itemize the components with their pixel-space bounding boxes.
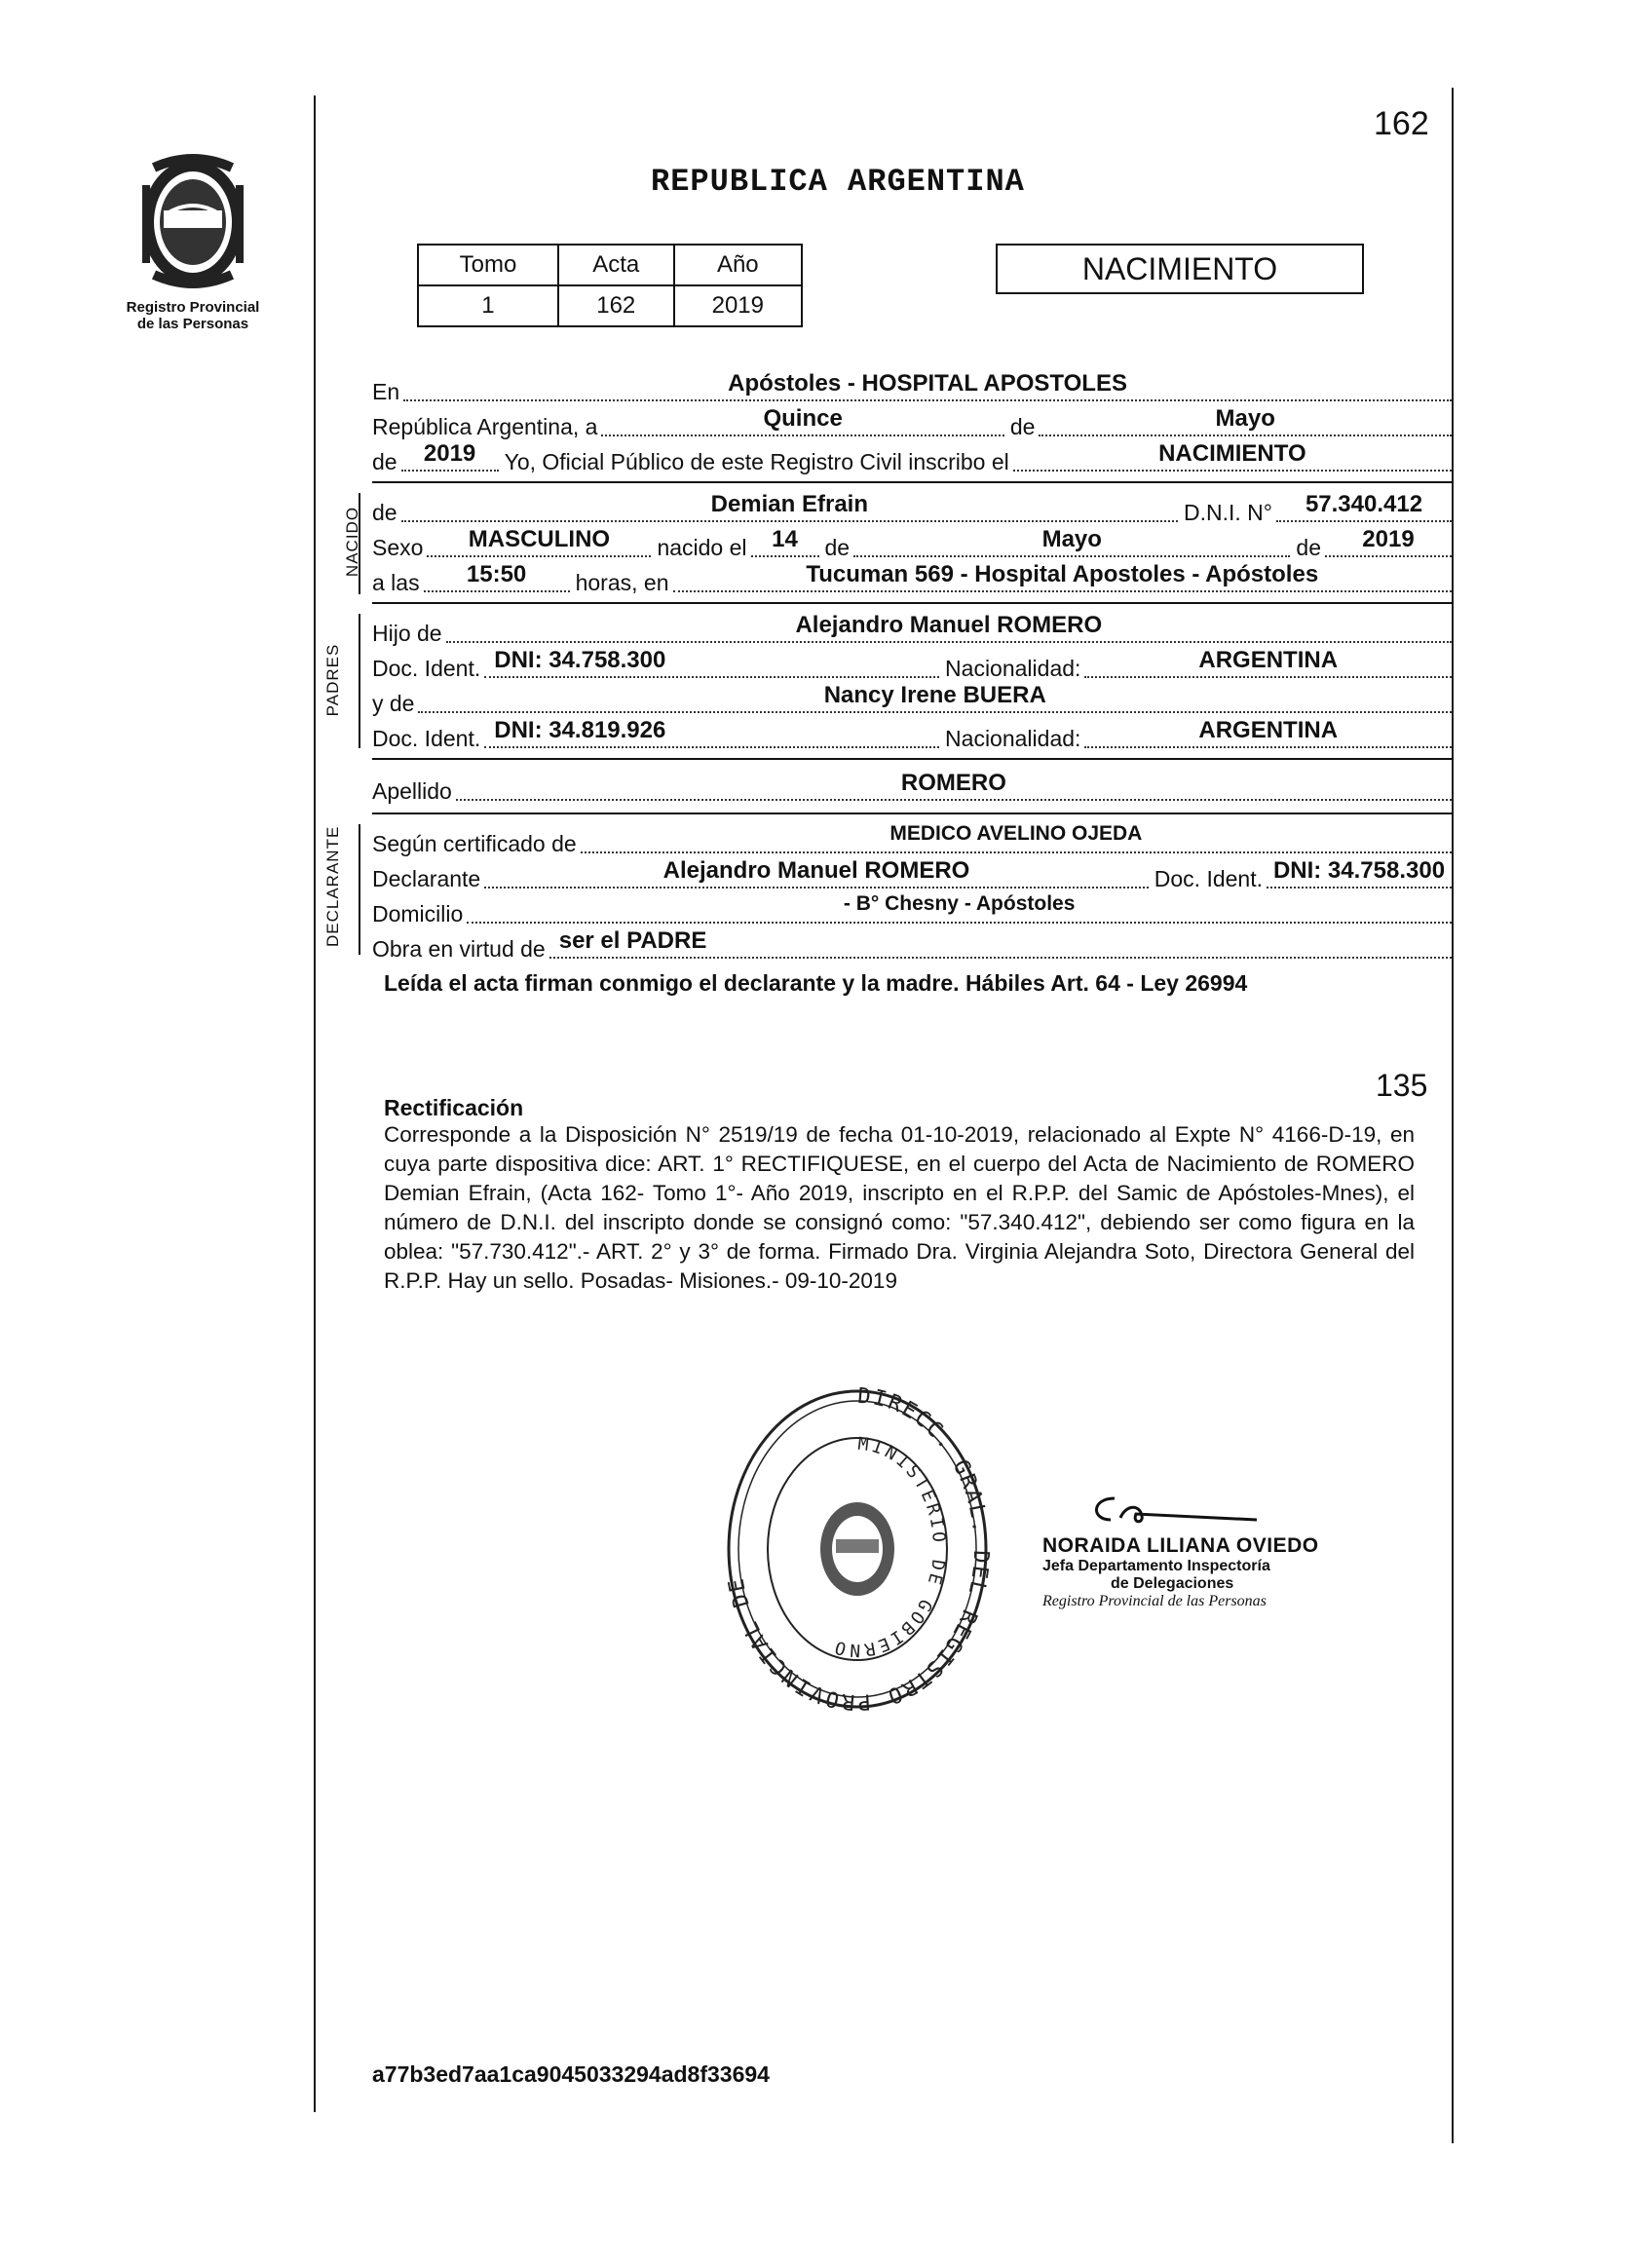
row-sexo: [372, 526, 1452, 561]
side-label-padres: PADRES: [323, 643, 342, 717]
label-domicilio: Domicilio: [372, 901, 464, 926]
label-de-anio: de: [372, 449, 397, 474]
label-madre-nac: Nacionalidad:: [945, 726, 1081, 751]
stamp-inner-text: MINISTERIO DE GOBIERNO: [829, 1433, 950, 1661]
rectificacion-heading: Rectificación: [384, 1095, 524, 1120]
row-en: [372, 370, 1452, 405]
signature-line2: de Delegaciones: [1111, 1575, 1234, 1592]
label-oficial: Yo, Oficial Público de este Registro Civil inscribo el: [504, 449, 1009, 474]
value-nacido-dia: 14: [772, 526, 798, 552]
row-padre-doc: [372, 647, 1452, 682]
value-dni: 57.340.412: [1305, 491, 1423, 517]
page-number: 162: [1374, 105, 1429, 142]
row-obra: [372, 927, 1452, 963]
registry-logo: [115, 146, 271, 331]
section-divider: [372, 813, 1454, 814]
label-dni: D.N.I. N°: [1184, 500, 1272, 525]
padres-bracket: [359, 614, 360, 748]
value-mes: Mayo: [1215, 405, 1275, 432]
row-apellido: [372, 770, 1452, 805]
signature-line3: Registro Provincial de las Personas: [1042, 1593, 1267, 1609]
label-declarante-doc: Doc. Ident.: [1154, 866, 1263, 891]
value-padre: Alejandro Manuel ROMERO: [795, 612, 1103, 638]
row-certificado: [372, 822, 1452, 857]
section-divider: [372, 758, 1454, 760]
value-madre-doc: DNI: 34.819.926: [494, 717, 666, 743]
value-declarante-doc: DNI: 34.758.300: [1272, 857, 1446, 884]
label-madre-doc: Doc. Ident.: [372, 726, 481, 751]
value-dia: Quince: [763, 405, 843, 432]
value-sexo: MASCULINO: [468, 526, 611, 552]
label-declarante: Declarante: [372, 866, 481, 891]
signature-block: [1042, 1491, 1413, 1610]
side-label-declarante: DECLARANTE: [323, 825, 342, 947]
stamp-seal-icon: [721, 1383, 994, 1715]
label-hijo-de: Hijo de: [372, 621, 442, 646]
row-y-de: [372, 682, 1452, 717]
label-certificado: Según certificado de: [372, 831, 577, 856]
right-margin-line: [1452, 88, 1454, 2143]
document-hash: a77b3ed7aa1ca9045033294ad8f33694: [372, 2061, 770, 2087]
signature-scribble-icon: [1072, 1491, 1267, 1530]
label-nacido-de: de: [824, 535, 851, 560]
signature-line1: Jefa Departamento Inspectoría: [1042, 1558, 1270, 1574]
table-cell-acta: 162: [558, 285, 674, 326]
value-nombre: Demian Efrain: [710, 491, 868, 517]
label-y-de: y de: [372, 691, 415, 716]
section-divider: [372, 602, 1454, 604]
label-apellido: Apellido: [372, 778, 452, 804]
value-anio: 2019: [423, 440, 476, 467]
side-label-nacido: NACIDO: [343, 506, 361, 578]
logo-caption-line2: de las Personas: [136, 316, 249, 332]
label-obra: Obra en virtud de: [372, 936, 546, 962]
rectificacion-number: 135: [1376, 1068, 1428, 1103]
value-lugar-registro: Apóstoles - HOSPITAL APOSTOLES: [728, 370, 1127, 397]
value-madre: Nancy Irene BUERA: [823, 682, 1046, 708]
label-de-nombre: de: [372, 500, 397, 525]
label-en: En: [372, 379, 400, 404]
label-republica: República Argentina, a: [372, 414, 598, 439]
label-nacido-de2: de: [1296, 535, 1321, 560]
label-nacido-el: nacido el: [657, 535, 747, 560]
lectura-text: Leída el acta firman conmigo el declarante y la madre. Hábiles Art. 64 - Ley 26994: [384, 970, 1248, 996]
label-padre-nac: Nacionalidad:: [945, 656, 1081, 681]
value-padre-nac: ARGENTINA: [1198, 647, 1339, 673]
table-header-acta: Acta: [558, 245, 674, 285]
row-declarante: [372, 857, 1452, 892]
declarante-bracket: [359, 824, 360, 955]
value-acto: NACIMIENTO: [1158, 440, 1306, 467]
record-type-box: NACIMIENTO: [996, 244, 1364, 294]
label-a-las: a las: [372, 570, 420, 595]
value-domicilio: - B° Chesny - Apóstoles: [843, 892, 1076, 915]
official-stamp: [721, 1383, 994, 1715]
value-lugar-nacimiento: Tucuman 569 - Hospital Apostoles - Apóstoles: [806, 561, 1319, 587]
value-certificado: MEDICO AVELINO OJEDA: [889, 822, 1143, 845]
label-padre-doc: Doc. Ident.: [372, 656, 481, 681]
table-header-tomo: Tomo: [418, 245, 558, 285]
value-obra: ser el PADRE: [558, 927, 707, 954]
row-domicilio: [372, 892, 1452, 927]
value-declarante: Alejandro Manuel ROMERO: [662, 857, 970, 884]
row-hijo-de: [372, 612, 1452, 647]
label-de-mes: de: [1009, 414, 1036, 439]
value-horas: 15:50: [466, 561, 527, 587]
value-apellido: ROMERO: [900, 770, 1006, 796]
value-madre-nac: ARGENTINA: [1198, 717, 1339, 743]
rectificacion-text: Corresponde a la Disposición N° 2519/19 de fecha 01-10-2019, relacionado al Expte N° 4166-D-19, en cuya parte dispositiva dice: ART. 1° RECTIFIQUESE, en el cuerpo del Acta de Nacimiento de ROMERO Demian Efrain, (Acta 162- Tomo 1°- Año 2019, inscripto en el R.P.P. del Samic de Apóstoles-Mnes), el número de D.N.I. del inscripto donde se consignó como: "57.340.412", debiendo ser como figura en la oblea: "57.730.412".- ART. 2° y 3° de forma. Firmado Dra. Virginia Alejandra Soto, Directora General del R.P.P. Hay un sello. Posadas- Misiones.- 09-10-2019: [384, 1122, 1415, 1293]
table-cell-tomo: 1: [418, 285, 558, 326]
row-horas: [372, 561, 1452, 596]
row-republica: [372, 405, 1452, 440]
value-padre-doc: DNI: 34.758.300: [494, 647, 666, 673]
table-cell-anio: 2019: [674, 285, 802, 326]
row-anio: [372, 440, 1452, 475]
acta-table: [417, 244, 803, 327]
province-seal-icon: [115, 146, 271, 292]
label-horas-en: horas, en: [575, 570, 669, 595]
signature-name: NORAIDA LILIANA OVIEDO: [1042, 1534, 1319, 1557]
document-title: REPUBLICA ARGENTINA: [651, 164, 1025, 200]
row-madre-doc: [372, 717, 1452, 752]
value-nacido-mes: Mayo: [1041, 526, 1102, 552]
logo-caption-line1: Registro Provincial: [126, 299, 260, 316]
row-nombre: [372, 491, 1452, 526]
value-nacido-anio: 2019: [1362, 526, 1415, 552]
section-divider: [372, 481, 1454, 483]
stamp-outer-text: DIRECC. GRAL. DEL REGISTRO PROVINCIAL DE: [724, 1383, 994, 1715]
left-margin-line: [314, 95, 316, 2112]
table-header-anio: Año: [674, 245, 802, 285]
label-sexo: Sexo: [372, 535, 424, 560]
